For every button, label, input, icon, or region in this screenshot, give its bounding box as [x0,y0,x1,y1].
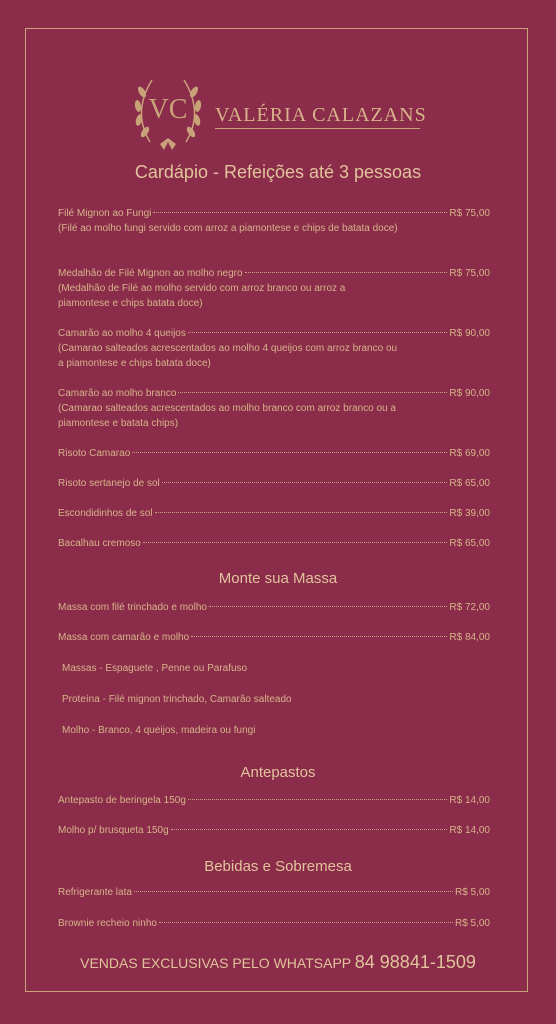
item-price: R$ 75,00 [449,208,490,219]
item-price: R$ 69,00 [449,448,490,459]
item-name: Bacalhau cremoso [58,538,141,549]
leader-dots [143,542,448,543]
bebida-item [58,885,490,900]
massa-item [58,600,490,615]
item-name: Camarão ao molho 4 queijos [58,328,186,339]
leader-dots [132,452,447,453]
item-name: Massa com camarão e molho [58,632,190,643]
item-price: R$ 39,00 [449,508,490,519]
item-price: R$ 90,00 [449,328,490,339]
leader-dots [209,606,447,607]
item-price: R$ 65,00 [449,478,490,489]
leader-dots [178,392,447,393]
bebida-item [58,916,490,931]
item-price: R$ 5,00 [454,887,490,898]
leader-dots [188,799,448,800]
section-title-bebidas: Bebidas e Sobremesa [204,858,352,875]
item-name: Massa com filé trinchado e molho [58,602,207,613]
item-price: R$ 14,00 [449,795,490,806]
leader-dots [245,272,448,273]
item-price: R$ 90,00 [449,388,490,399]
item-price: R$ 5,00 [454,918,490,929]
item-name: Antepasto de beringela 150g [58,795,186,806]
item-price: R$ 75,00 [449,268,490,279]
massa-item [58,630,490,645]
section-title-massa: Monte sua Massa [218,570,338,587]
menu-item [58,326,490,371]
item-description: (Medalhão de Filé ao molho servido com arroz branco ou arroz a piamontese e chips batata doce) [58,283,346,309]
item-description: (Camarao salteados acrescentados ao molho branco com arroz branco ou a piamontese e batata chips) [58,403,396,429]
menu-item [58,506,490,521]
antepasto-item [58,823,490,838]
monogram-text: VC [148,94,188,125]
menu-item [58,206,490,236]
item-price: R$ 65,00 [449,538,490,549]
item-name: Camarão ao molho branco [58,388,177,399]
leader-dots [134,891,453,892]
item-price: R$ 72,00 [449,602,490,613]
item-name: Escondidinhos de sol [58,508,153,519]
leader-dots [171,829,448,830]
footer-whatsapp [0,952,556,973]
leader-dots [162,482,448,483]
item-price: R$ 14,00 [449,825,490,836]
item-name: Brownie recheio ninho [58,918,157,929]
massa-option-note: Proteína - Filé mignon trinchado, Camarão salteado [62,694,292,705]
item-description: (Filé ao molho fungi servido com arroz a piamontese e chips de batata doce) [58,223,398,234]
massa-option-note: Massas - Espaguete , Penne ou Parafuso [62,663,248,674]
item-name: Molho p/ brusqueta 150g [58,825,169,836]
item-name: Filé Mignon ao Fungi [58,208,152,219]
item-name: Risoto Camarao [58,448,131,459]
menu-item [58,476,490,491]
leader-dots [159,922,453,923]
footer-text: VENDAS EXCLUSIVAS PELO WHATSAPP [80,955,351,971]
item-description: (Camarao salteados acrescentados ao molho 4 queijos com arroz branco ou a piamontese e chips batata doce) [58,343,398,369]
menu-item [58,446,490,461]
leader-dots [153,212,447,213]
item-name: Refrigerante lata [58,887,132,898]
page-title: Cardápio - Refeições até 3 pessoas [134,162,422,182]
item-price: R$ 84,00 [449,632,490,643]
item-name: Risoto sertanejo de sol [58,478,160,489]
menu-item [58,386,490,431]
leader-dots [155,512,448,513]
section-title-antepastos: Antepastos [240,764,316,781]
leader-dots [188,332,448,333]
brand-underline [215,128,420,129]
footer-phone: 84 98841-1509 [354,952,476,972]
menu-item [58,536,490,551]
antepasto-item [58,793,490,808]
leader-dots [191,636,447,637]
brand-name: VALÉRIA CALAZANS [215,104,427,126]
massa-option-note: Molho - Branco, 4 queijos, madeira ou fungi [62,725,256,736]
menu-item [58,266,490,311]
item-name: Medalhão de Filé Mignon ao molho negro [58,268,243,279]
